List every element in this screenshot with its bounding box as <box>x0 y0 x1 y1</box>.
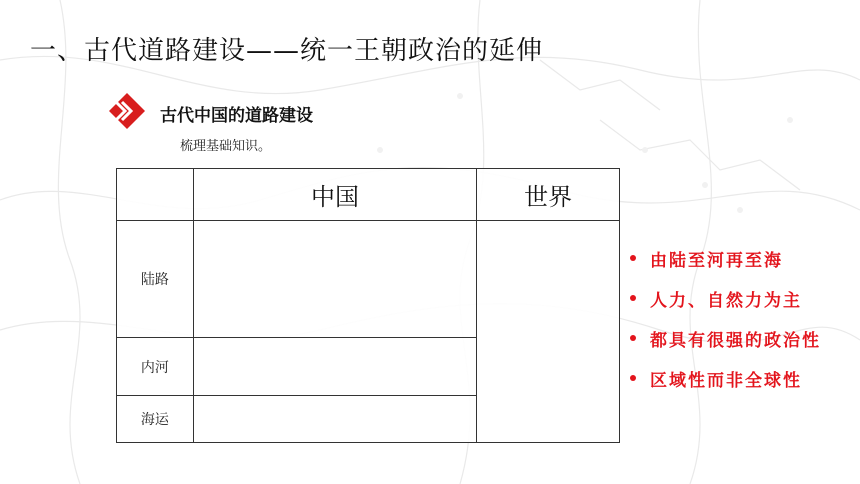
answer-cell-world[interactable] <box>477 221 620 443</box>
bullet-icon <box>630 255 636 261</box>
table-row <box>117 221 620 338</box>
column-header-china: 中国 <box>193 169 476 221</box>
bullet-icon <box>630 295 636 301</box>
summary-list <box>624 238 821 398</box>
instruction-text: 梳理基础知识。 <box>180 139 272 154</box>
bullet-icon <box>630 375 636 381</box>
row-header-inland-river: 内河 <box>117 338 194 396</box>
bullet-icon <box>630 335 636 341</box>
answer-cell-china-land[interactable] <box>193 221 476 338</box>
list-item: 由陆至河再至海 <box>624 238 821 278</box>
table-header-row <box>117 169 620 221</box>
slide-title: 一、古代道路建设——统一王朝政治的延伸 <box>30 36 544 66</box>
corner-cell <box>117 169 194 221</box>
answer-cell-china-river[interactable] <box>193 338 476 396</box>
column-header-world: 世界 <box>477 169 620 221</box>
row-header-sea-transport: 海运 <box>117 396 194 443</box>
comparison-table <box>116 168 620 443</box>
answer-cell-china-sea[interactable] <box>193 396 476 443</box>
section-subtitle: 古代中国的道路建设 <box>160 106 313 126</box>
list-item: 人力、自然力为主 <box>624 278 821 318</box>
list-item: 区域性而非全球性 <box>624 358 821 398</box>
diamond-icon <box>108 92 146 130</box>
list-item: 都具有很强的政治性 <box>624 318 821 358</box>
row-header-land-route: 陆路 <box>117 221 194 338</box>
